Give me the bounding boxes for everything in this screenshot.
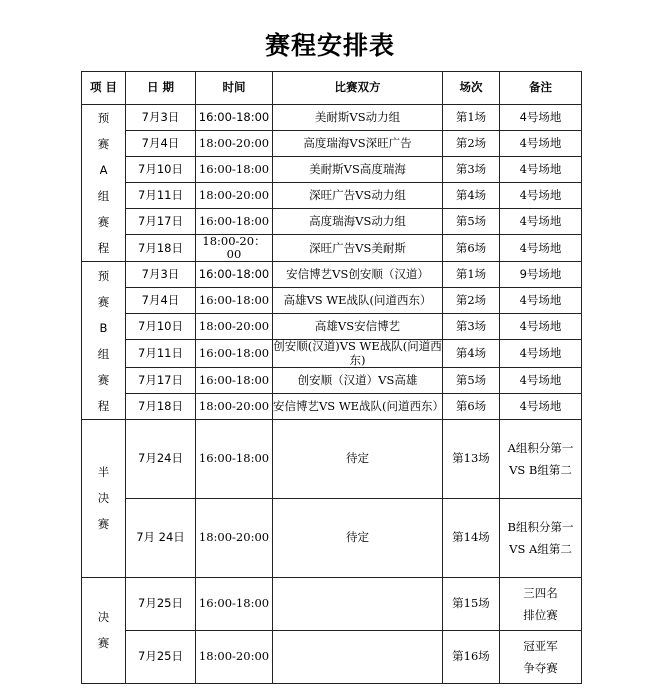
note-cell: 4号场地 [500, 183, 582, 209]
round-cell: 第5场 [443, 367, 500, 393]
date-cell: 7月17日 [126, 209, 196, 235]
round-cell: 第14场 [443, 498, 500, 577]
header-round: 场次 [443, 72, 500, 105]
table-row [82, 367, 582, 393]
time-cell: 16:00-18:00 [196, 419, 273, 498]
match-cell [273, 577, 443, 630]
table-row [82, 419, 582, 498]
match-cell: 安信博艺VS WE战队(问道西东） [273, 393, 443, 419]
match-cell: 美耐斯VS高度瑞海 [273, 157, 443, 183]
note-cell: 4号场地 [500, 209, 582, 235]
page-title: 赛程安排表 [264, 31, 395, 60]
schedule-table [81, 71, 582, 684]
time-cell: 18:00-20：00 [196, 235, 273, 262]
date-cell: 7月3日 [126, 262, 196, 288]
date-cell: 7月17日 [126, 367, 196, 393]
note-cell: 4号场地 [500, 340, 582, 367]
date-cell: 7月 24日 [126, 498, 196, 577]
date-cell: 7月11日 [126, 340, 196, 367]
table-row [82, 209, 582, 235]
date-cell: 7月11日 [126, 183, 196, 209]
round-cell: 第4场 [443, 183, 500, 209]
final-label: 决 赛 [82, 577, 126, 683]
date-cell: 7月10日 [126, 314, 196, 340]
match-cell: 高度瑞海VS深旺广告 [273, 131, 443, 157]
match-cell: 待定 [273, 498, 443, 577]
date-cell: 7月10日 [126, 157, 196, 183]
header-date: 日 期 [126, 72, 196, 105]
date-cell: 7月25日 [126, 630, 196, 683]
round-cell: 第13场 [443, 419, 500, 498]
match-cell: 创安顺(汉道)VS WE战队(问道西东) [273, 339, 442, 367]
match-cell: 深旺广告VS美耐斯 [273, 235, 443, 262]
header-note: 备注 [500, 72, 582, 105]
table-row [82, 183, 582, 209]
time-cell: 16:00-18:00 [196, 288, 273, 314]
round-cell: 第3场 [443, 157, 500, 183]
time-cell: 16:00-18:00 [196, 157, 273, 183]
time-cell: 18:00-20:00 [196, 498, 273, 577]
table-row [82, 157, 582, 183]
note-cell: 三四名 排位赛 [500, 577, 582, 630]
note-cell: 4号场地 [500, 288, 582, 314]
date-cell: 7月4日 [126, 288, 196, 314]
round-cell: 第1场 [443, 262, 500, 288]
table-row [82, 105, 582, 131]
header-row [82, 72, 582, 105]
table-row [82, 235, 582, 262]
time-cell: 16:00-18:00 [196, 209, 273, 235]
note-cell: 冠亚军 争夺赛 [500, 630, 582, 683]
time-cell: 16:00-18:00 [196, 577, 273, 630]
table-row [82, 393, 582, 419]
note-cell: 4号场地 [500, 314, 582, 340]
time-cell: 18:00-20:00 [196, 314, 273, 340]
time-cell: 16:00-18:00 [196, 340, 273, 367]
note-cell: B组积分第一 VS A组第二 [500, 498, 582, 577]
date-cell: 7月25日 [126, 577, 196, 630]
round-cell: 第5场 [443, 209, 500, 235]
round-cell: 第2场 [443, 288, 500, 314]
table-row [82, 262, 582, 288]
table-row [82, 498, 582, 577]
date-cell: 7月4日 [126, 131, 196, 157]
time-cell: 18:00-20:00 [196, 131, 273, 157]
time-cell: 16:00-18:00 [196, 105, 273, 131]
note-cell: 4号场地 [500, 105, 582, 131]
round-cell: 第3场 [443, 314, 500, 340]
date-cell: 7月24日 [126, 419, 196, 498]
semi-final-label: 半 决 赛 [82, 419, 126, 577]
table-row [82, 288, 582, 314]
group-b-label: 预 赛 B 组 赛 程 [82, 262, 126, 419]
round-cell: 第6场 [443, 393, 500, 419]
time-cell: 18:00-20:00 [196, 183, 273, 209]
match-cell: 高雄VS WE战队(问道西东） [273, 288, 443, 314]
header-item: 项 目 [82, 72, 126, 105]
note-cell: 4号场地 [500, 131, 582, 157]
table-row [82, 577, 582, 630]
round-cell: 第1场 [443, 105, 500, 131]
date-cell: 7月3日 [126, 105, 196, 131]
note-cell: 4号场地 [500, 157, 582, 183]
match-cell: 高雄VS安信博艺 [273, 314, 443, 340]
date-cell: 7月18日 [126, 393, 196, 419]
group-a-label: 预 赛 A 组 赛 程 [82, 105, 126, 262]
table-row [82, 314, 582, 340]
round-cell: 第2场 [443, 131, 500, 157]
match-cell: 创安顺（汉道）VS高雄 [273, 367, 443, 393]
time-cell: 18:00-20:00 [196, 393, 273, 419]
header-time: 时间 [196, 72, 273, 105]
match-cell: 美耐斯VS动力组 [273, 105, 443, 131]
round-cell: 第4场 [443, 340, 500, 367]
table-row [82, 630, 582, 683]
round-cell: 第16场 [443, 630, 500, 683]
round-cell: 第6场 [443, 235, 500, 262]
note-cell: 4号场地 [500, 393, 582, 419]
note-cell: A组积分第一 VS B组第二 [500, 419, 582, 498]
header-match: 比赛双方 [273, 72, 443, 105]
note-cell: 4号场地 [500, 235, 582, 262]
table-row [82, 340, 582, 367]
match-cell: 安信博艺VS创安顺（汉道） [273, 262, 443, 288]
time-cell: 18:00-20:00 [196, 630, 273, 683]
note-cell: 4号场地 [500, 367, 582, 393]
match-cell: 高度瑞海VS动力组 [273, 209, 443, 235]
note-cell: 9号场地 [500, 262, 582, 288]
match-cell: 深旺广告VS动力组 [273, 183, 443, 209]
table-row [82, 131, 582, 157]
time-cell: 16:00-18:00 [196, 262, 273, 288]
round-cell: 第15场 [443, 577, 500, 630]
date-cell: 7月18日 [126, 235, 196, 262]
match-cell [273, 630, 443, 683]
match-cell: 待定 [273, 419, 443, 498]
time-cell: 16:00-18:00 [196, 367, 273, 393]
